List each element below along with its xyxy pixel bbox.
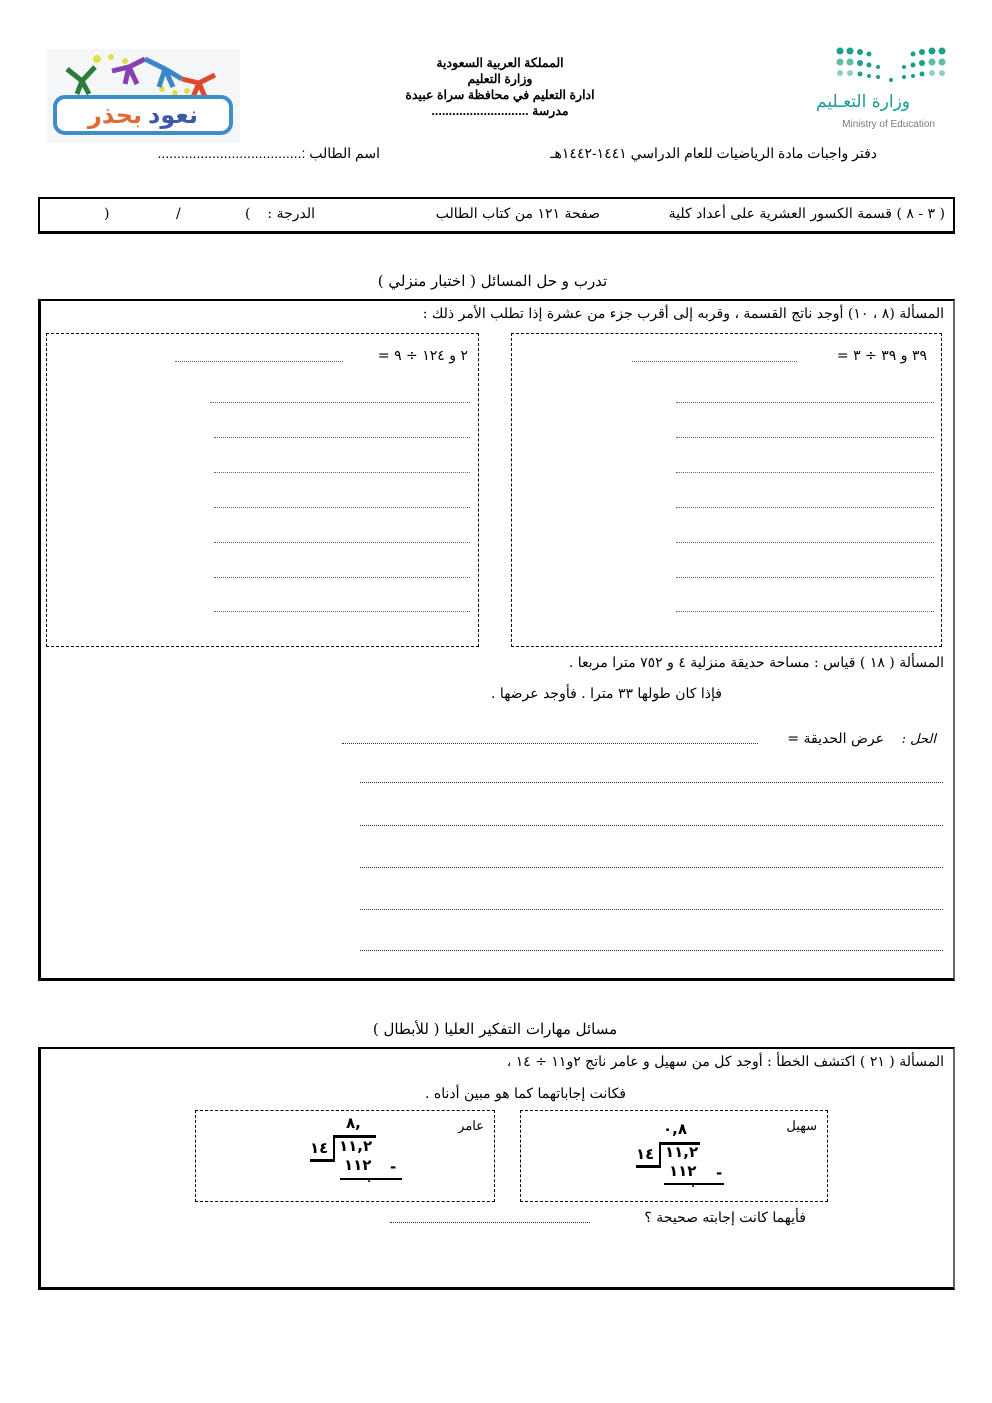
work-line[interactable] [214, 542, 470, 543]
lesson-title: ( ٣ - ٨ ) قسمة الكسور العشرية على أعداد كلية [668, 206, 945, 222]
suhail-name: سهيل [786, 1119, 817, 1134]
garden-width-answer-line[interactable] [342, 743, 758, 744]
lesson-title-box [38, 197, 955, 234]
grade-close-paren: ) [104, 206, 110, 222]
work-line[interactable] [214, 611, 470, 612]
answer-box-problem-8 [511, 333, 942, 647]
work-line[interactable] [676, 437, 934, 438]
work-line[interactable] [676, 402, 934, 403]
solution-text: عرض الحديقة = [787, 731, 884, 747]
ministry-logo [780, 44, 955, 136]
problem-8-expression: ٣٩ و ٣٩ ÷ ٣ = [836, 348, 927, 364]
amer-long-division [310, 1113, 430, 1193]
problem-8-10-prompt: المسألة (٨ ، ١٠) أوجد ناتج القسمة ، وقربه إلى أقرب جزء من عشرة إذا تطلب الأمر ذلك : [422, 306, 944, 322]
suhail-answer-box [520, 1110, 828, 1202]
problem-21-statement: المسألة ( ٢١ ) اكتشف الخطأ : أوجد كل من سهيل و عامر ناتج ٢و١١ ÷ ١٤ ، [506, 1054, 944, 1070]
problem-10-answer-line[interactable] [175, 361, 343, 362]
amer-quotient: ٨, [346, 1114, 361, 1132]
suhail-remainder: ٠ [690, 1181, 697, 1192]
work-line[interactable] [360, 909, 943, 910]
suhail-long-division [636, 1119, 756, 1199]
work-line[interactable] [214, 577, 470, 578]
solution-label: الحل : [901, 732, 936, 747]
logo-text-1: نعود [148, 101, 198, 129]
header-line-directorate: ادارة التعليم في محافظة سراة عبيدة [405, 88, 595, 102]
which-correct-answer-line[interactable] [390, 1222, 590, 1223]
grade-label: الدرجة : [267, 206, 315, 222]
work-line[interactable] [210, 402, 470, 403]
answer-box-problem-10 [46, 333, 479, 647]
header-line-school: مدرسة ............................ [431, 104, 569, 118]
amer-minus: - [390, 1158, 397, 1176]
ministry-dots-icon [836, 46, 946, 86]
left-logo [47, 49, 240, 143]
work-line[interactable] [360, 867, 943, 868]
work-line[interactable] [360, 782, 943, 783]
amer-subtract: ١١٢ [344, 1156, 372, 1174]
page-reference: صفحة ١٢١ من كتاب الطالب [435, 206, 600, 222]
suhail-subtract: ١١٢ [669, 1162, 697, 1180]
header-line-kingdom: المملكة العربية السعودية [436, 56, 564, 70]
work-line[interactable] [676, 611, 934, 612]
work-line[interactable] [214, 472, 470, 473]
divisor-underline [310, 1159, 335, 1162]
logo-text-2: بحذر [88, 101, 143, 129]
notebook-title: دفتر واجبات مادة الرياضيات للعام الدراسي ١٤٤١-١٤٤٢هـ [550, 145, 877, 161]
suhail-divisor: ١٤ [636, 1145, 655, 1163]
work-line[interactable] [360, 950, 943, 951]
work-line[interactable] [214, 437, 470, 438]
student-name-field[interactable]: اسم الطالب :..................................... [157, 145, 380, 161]
header-line-ministry: وزارة التعليم [467, 72, 533, 86]
ministry-name-arabic: وزارة التعـليم [816, 92, 910, 112]
ministry-name-english: Ministry of Education [842, 119, 935, 130]
section1-heading: تدرب و حل المسائل ( اختبار منزلي ) [377, 272, 608, 290]
suhail-quotient: ٠,٨ [663, 1120, 688, 1138]
amer-answer-box [195, 1110, 495, 1202]
division-bracket [659, 1142, 661, 1166]
suhail-dividend: ١١,٢ [665, 1143, 699, 1161]
division-bracket [333, 1135, 335, 1160]
amer-remainder: ٠ [366, 1176, 373, 1187]
amer-name: عامر [458, 1119, 484, 1134]
logo-banner [53, 95, 233, 135]
grade-open-paren: ( [245, 206, 251, 222]
amer-dividend: ١١,٢ [339, 1137, 373, 1155]
work-line[interactable] [676, 542, 934, 543]
grade-slash[interactable]: / [176, 206, 181, 222]
work-line[interactable] [676, 472, 934, 473]
problem-10-expression: ٢ و ١٢٤ ÷ ٩ = [377, 348, 468, 364]
work-line[interactable] [676, 507, 934, 508]
work-line[interactable] [214, 507, 470, 508]
children-illustration-icon [47, 49, 240, 99]
problem-18-question: فإذا كان طولها ٣٣ مترا . فأوجد عرضها . [491, 686, 722, 702]
divisor-underline [636, 1165, 661, 1168]
amer-divisor: ١٤ [310, 1139, 329, 1157]
problem-21-context: فكانت إجاباتهما كما هو مبين أدناه . [424, 1086, 626, 1102]
section2-heading: مسائل مهارات التفكير العليا ( للأبطال ) [372, 1020, 618, 1038]
which-correct-question: فأيهما كانت إجابته صحيحة ؟ [644, 1210, 806, 1226]
work-line[interactable] [360, 825, 943, 826]
school-header [380, 55, 620, 119]
suhail-minus: - [716, 1164, 723, 1182]
problem-8-answer-line[interactable] [632, 361, 797, 362]
work-line[interactable] [676, 577, 934, 578]
problem-18-statement: المسألة ( ١٨ ) قياس : مساحة حديقة منزلية ٤ و ٧٥٢ مترا مربعا . [568, 655, 944, 671]
